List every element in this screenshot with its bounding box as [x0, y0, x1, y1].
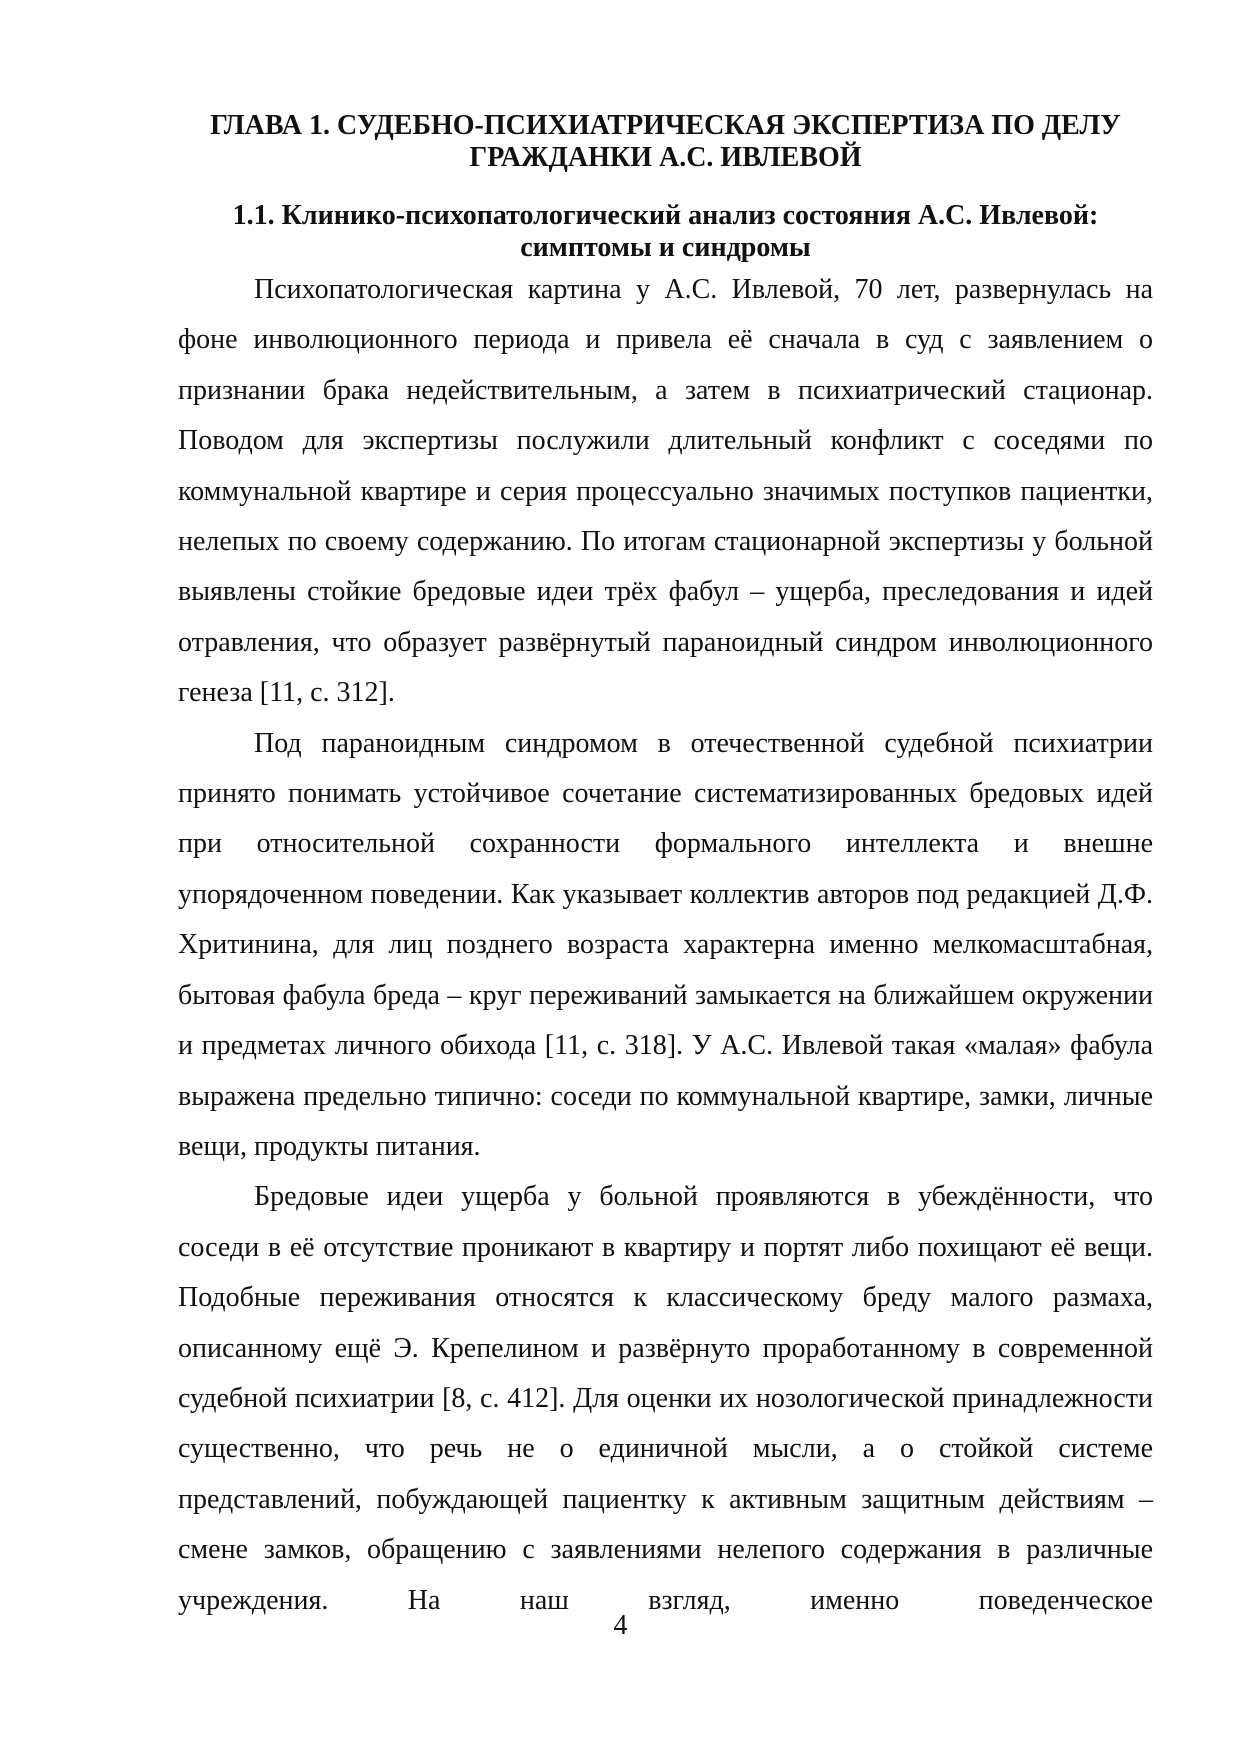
page-number: 4 — [613, 1610, 628, 1641]
chapter-title: ГЛАВА 1. СУДЕБНО-ПСИХИАТРИЧЕСКАЯ ЭКСПЕРТИЗА ПО ДЕЛУ ГРАЖДАНКИ А.С. ИВЛЕВОЙ — [210, 110, 1121, 173]
paragraph: Психопатологическая картина у А.С. Ивлевой, 70 лет, развернулась на фоне инволюционного периода и привела её сначала в суд с заявлением о признании брака недействительным, а затем в психиатрический стационар. Поводом для экспертизы послужили длительный конфликт с соседями по коммунальной квартире и серия процессуально значимых поступков пациентки, нелепых по своему содержанию. По итогам стационарной экспертизы у больной выявлены стойкие бредовые идеи трёх фабул – ущерба, преследования и идей отравления, что образует развёрнутый параноидный синдром инволюционного генеза [11, с. 312]. — [178, 274, 1153, 709]
paragraph: Бредовые идеи ущерба у больной проявляются в убеждённости, что соседи в её отсутствие проникают в квартиру и портят либо похищают её вещи. Подобные переживания относятся к классическому бреду малого размаха, описанному ещё Э. Крепелином и развёрнуто проработанному в современной судебной психиатрии [8, с. 412]. Для оценки их нозологической принадлежности существенно, что речь не о единичной мысли, а о стойкой системе представлений, побуждающей пациентку к активным защитным действиям – смене замков, обращению с заявлениями нелепого содержания в различные учреждения. На наш взгляд, именно поведенческое — [178, 1181, 1153, 1616]
paragraph: Под параноидным синдромом в отечественной судебной психиатрии принято понимать устойчивое сочетание систематизированных бредовых идей при относительной сохранности формального интеллекта и внешне упорядоченном поведении. Как указывает коллектив авторов под редакцией Д.Ф. Хритинина, для лиц позднего возраста характерна именно мелкомасштабная, бытовая фабула бреда – круг переживаний замыкается на ближайшем окружении и предметах личного обихода [11, с. 318]. У А.С. Ивлевой такая «малая» фабула выражена предельно типично: соседи по коммунальной квартире, замки, личные вещи, продукты питания. — [178, 727, 1153, 1162]
document-page — [178, 110, 1153, 1626]
section-title: 1.1. Клинико-психопатологический анализ состояния А.С. Ивлевой: симптомы и синдромы — [232, 200, 1099, 263]
body-text — [178, 265, 1153, 1626]
